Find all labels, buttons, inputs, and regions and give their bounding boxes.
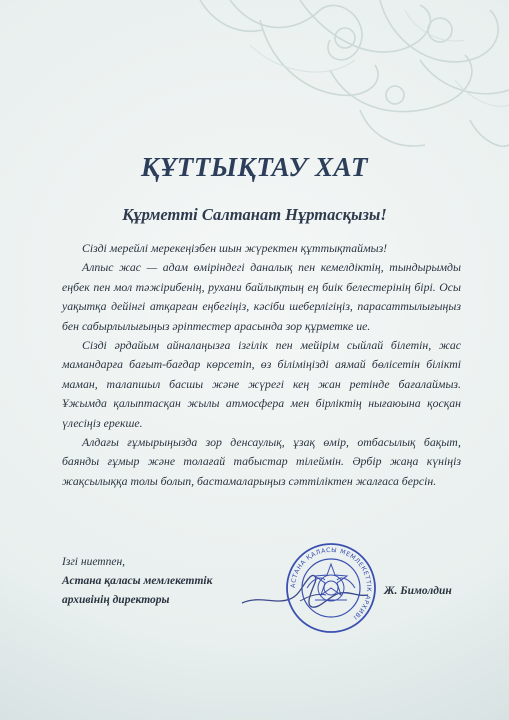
seal-text: АСТАНА ҚАЛАСЫ МЕМЛЕКЕТТІК АРХИВІ	[289, 546, 373, 621]
official-seal	[285, 542, 377, 634]
letter-body	[62, 239, 461, 491]
salutation: Құрметті Салтанат Нұртасқызы!	[122, 205, 387, 224]
letter-title: ҚҰТТЫҚТАУ ХАТ	[141, 152, 368, 182]
paragraph: Алпыс жас — адам өміріндегі даналық пен кемелдіктің, тындырымды еңбек пен мол тәжірибенің, рухани байлықтың ең биік белестерінің бірі. Осы уақытқа дейінгі атқарған еңбегіңіз, кәсіби шеберлігіңіз, парасаттылығыңыз бен сабырлылығыңыз әріптестер арасында зор құрметке ие.	[62, 260, 461, 333]
paragraph: Сізді мерейлі мерекеңізбен шын жүректен құттықтаймыз!	[82, 241, 388, 255]
signature-block	[62, 553, 212, 610]
signatory-name: Ж. Бимолдин	[384, 585, 452, 597]
position-line: Астана қаласы мемлекеттік	[62, 575, 213, 587]
paragraph: Сізді әрдайым айналаңызға ізгілік пен мейірім сыйлай білетін, жас мамандарға бағыт-бағдар көрсетіп, өз біліміңізді аямай бөлісетін білікті маман, талапшыл басшы және жүрегі кең жан ретінде бағалаймыз. Ұжымда қалыптасқан жылы атмосфера мен бірліктің нығаюына қосқан үлесіңіз ерекше.	[62, 338, 461, 430]
position-line: архивінің директоры	[62, 594, 170, 606]
paragraph: Алдағы ғұмырыңызда зор денсаулық, ұзақ өмір, отбасылық бақыт, баянды ғұмыр және толағай табыстар тілеймін. Әрбір жаңа күніңіз жақсылыққа толы болып, бастамаларыңыз сәттіліктен жалғаса берсін.	[62, 435, 461, 488]
closing: Ізгі ниетпен,	[62, 556, 126, 568]
